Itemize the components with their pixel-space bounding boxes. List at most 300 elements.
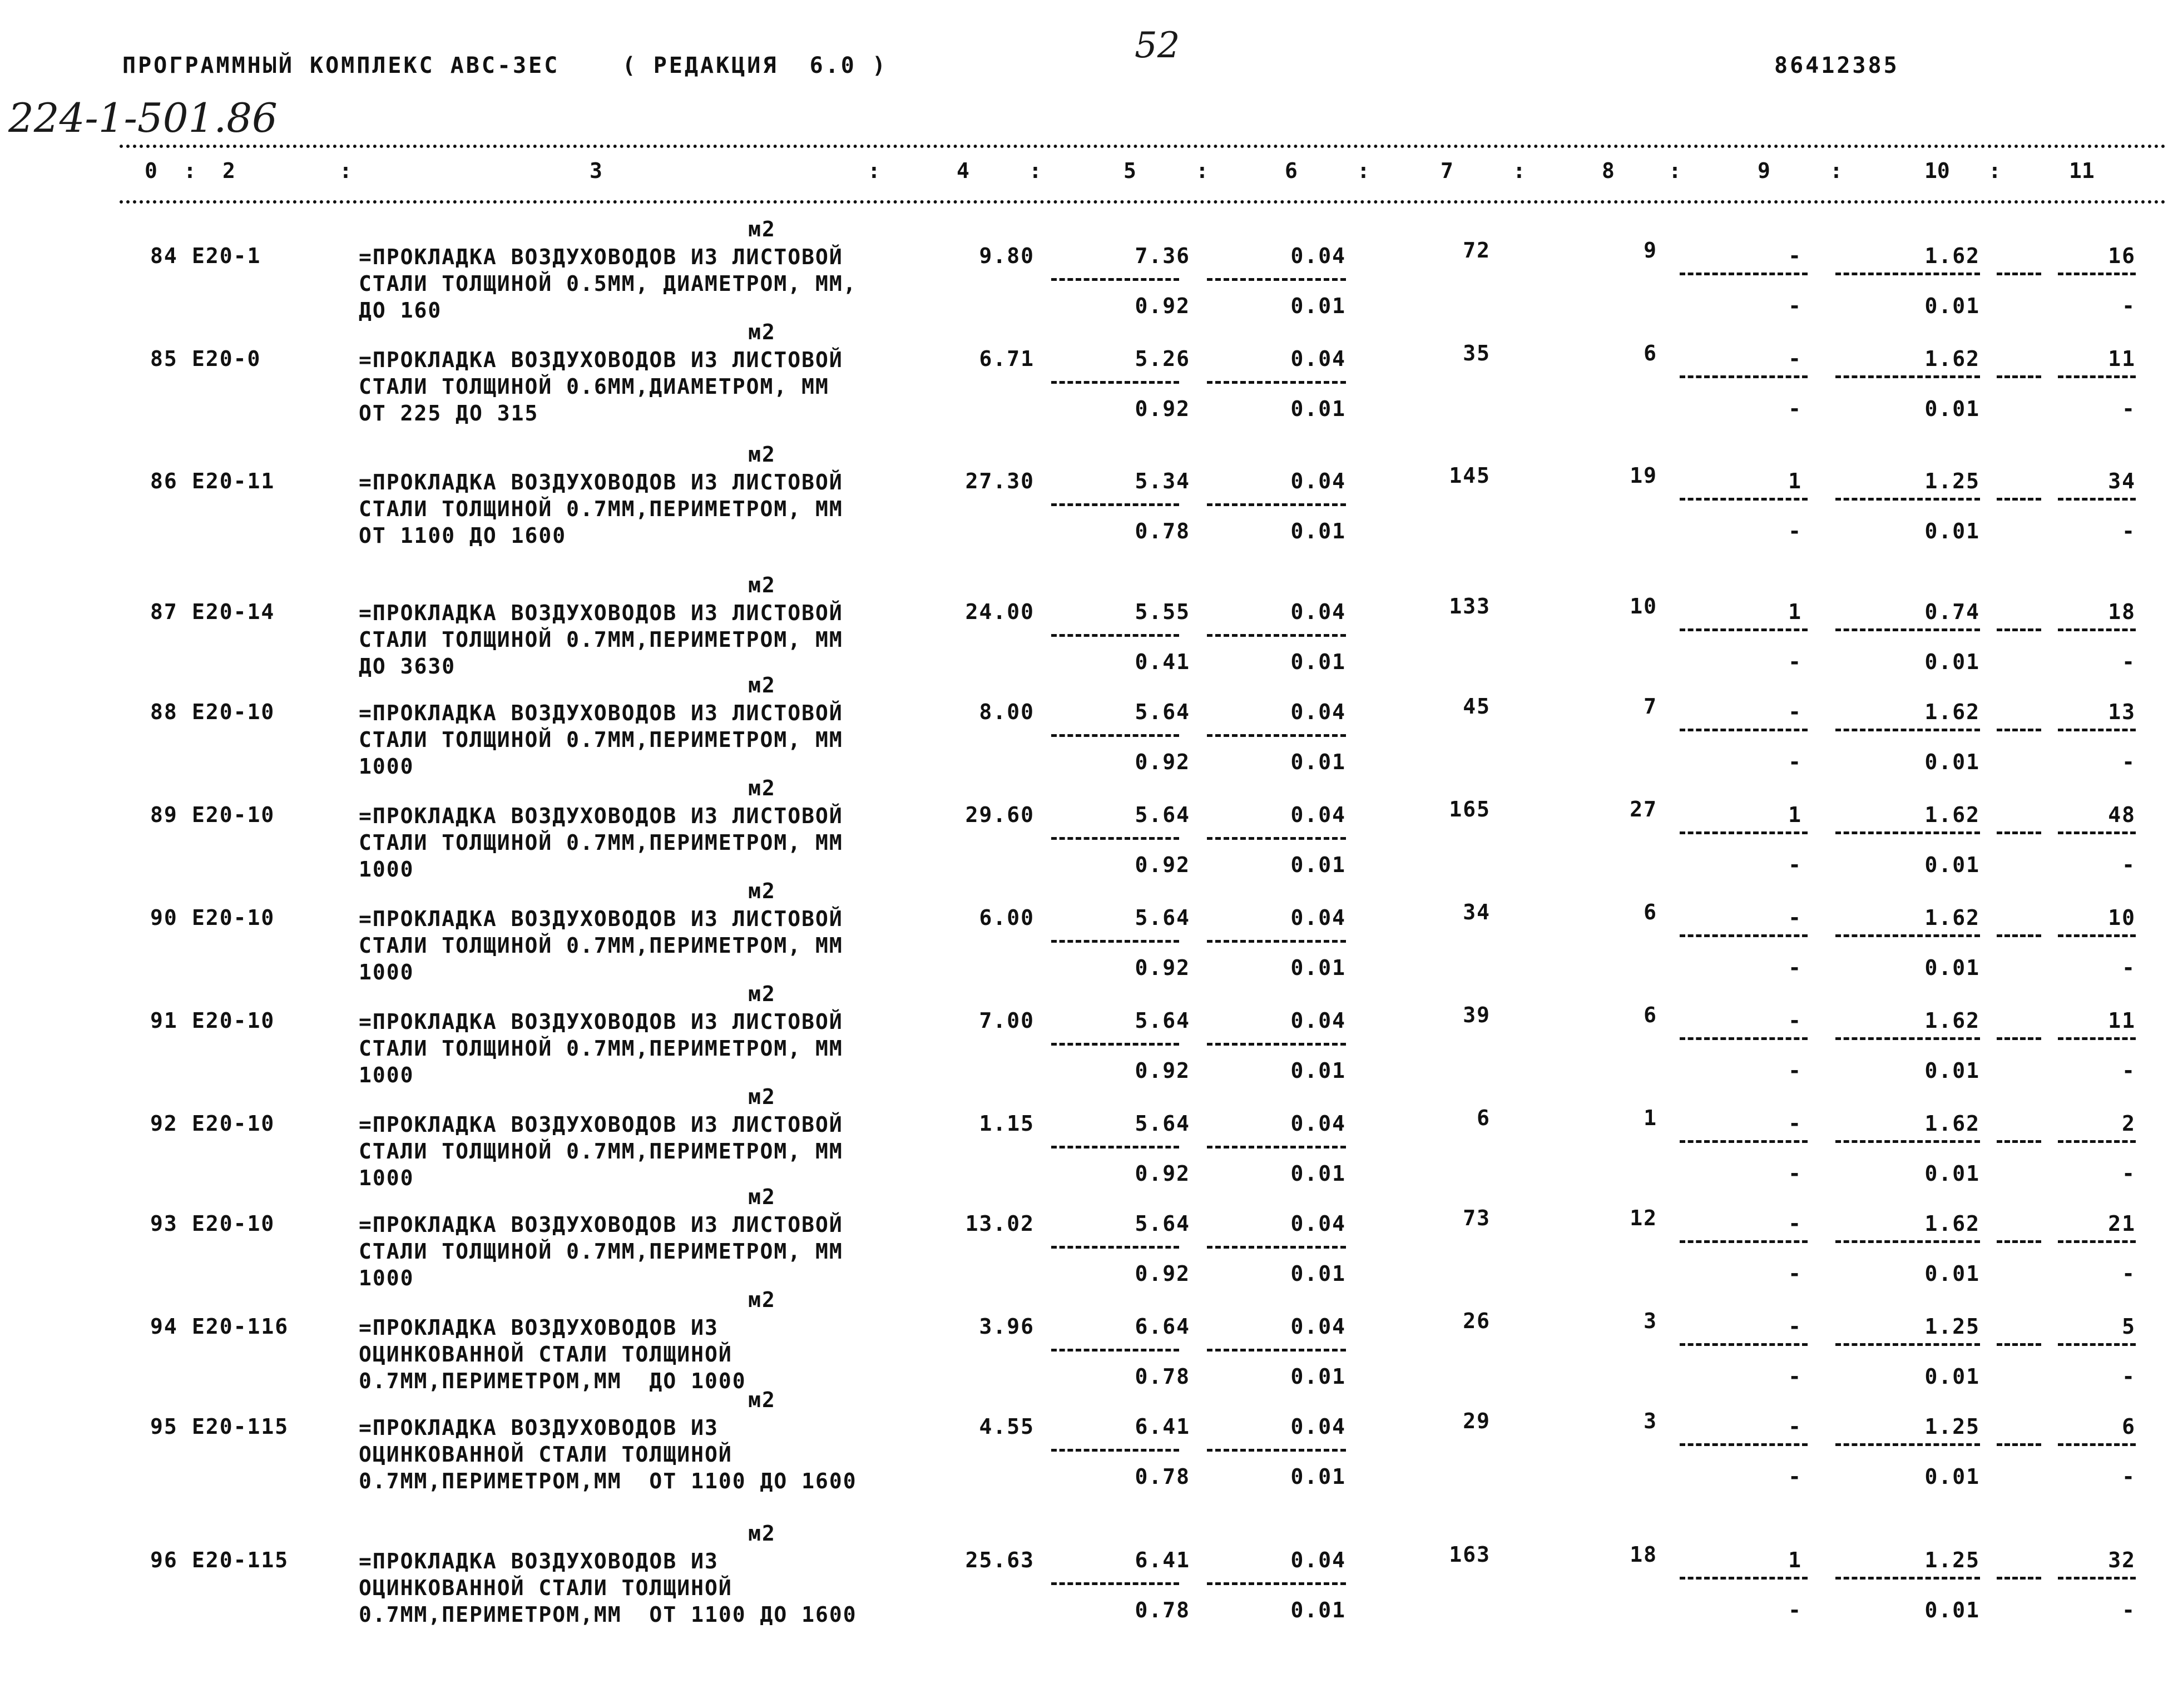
row-number: 91 bbox=[150, 1008, 178, 1033]
row-col4: 9.80 bbox=[979, 244, 1034, 268]
column-header-9: 10 bbox=[1924, 159, 1950, 183]
sub-rule bbox=[2058, 1343, 2136, 1346]
row-col6-bottom: 0.01 bbox=[1290, 1364, 1346, 1389]
row-col10-bottom: 0.01 bbox=[1924, 1161, 1980, 1186]
row-col6-top: 0.04 bbox=[1290, 803, 1346, 827]
row-description: =ПРОКЛАДКА ВОЗДУХОВОДОВ ИЗ ЛИСТОВОЙ СТАЛИ ТОЛЩИНОЙ 0.7ММ,ПЕРИМЕТРОМ, ММ ДО 3630 bbox=[359, 601, 857, 679]
row-col6-bottom: 0.01 bbox=[1290, 1058, 1346, 1083]
row-col10-top: 1.25 bbox=[1924, 469, 1980, 493]
header-top-rule bbox=[120, 145, 2166, 148]
row-col4: 27.30 bbox=[965, 469, 1034, 493]
row-col11-bottom: - bbox=[2122, 397, 2136, 421]
column-header-7: 8 bbox=[1602, 159, 1615, 183]
row-col7: 72 bbox=[1463, 238, 1491, 263]
row-col6-top: 0.04 bbox=[1290, 346, 1346, 371]
row-col8: 6 bbox=[1644, 1003, 1657, 1027]
row-col9-bottom: - bbox=[1788, 1464, 1802, 1489]
sub-rule bbox=[1051, 381, 1179, 384]
row-col9-top: - bbox=[1788, 1111, 1802, 1136]
row-unit: м2 bbox=[748, 1085, 776, 1109]
row-col9-bottom: - bbox=[1788, 1058, 1802, 1083]
row-col9-top: - bbox=[1788, 1211, 1802, 1236]
row-col7: 145 bbox=[1449, 463, 1491, 488]
program-title: ПРОГРАММНЫЙ КОМПЛЕКС АВС-3ЕС ( РЕДАКЦИЯ 6.0 ) bbox=[122, 53, 888, 78]
row-col8: 10 bbox=[1630, 594, 1657, 618]
row-description: =ПРОКЛАДКА ВОЗДУХОВОДОВ ИЗ ЛИСТОВОЙ СТАЛИ ТОЛЩИНОЙ 0.7ММ,ПЕРИМЕТРОМ, ММ 1000 bbox=[359, 804, 857, 882]
row-col10-bottom: 0.01 bbox=[1924, 1364, 1980, 1389]
sub-rule bbox=[1997, 934, 2041, 937]
row-description: =ПРОКЛАДКА ВОЗДУХОВОДОВ ИЗ ОЦИНКОВАННОЙ СТАЛИ ТОЛЩИНОЙ 0.7ММ,ПЕРИМЕТРОМ,ММ ОТ 1100 ДО 1600 bbox=[359, 1549, 857, 1627]
row-col10-bottom: 0.01 bbox=[1924, 853, 1980, 877]
column-separator: : bbox=[339, 159, 352, 183]
sub-rule bbox=[1680, 273, 1808, 275]
row-col5-top: 5.64 bbox=[1135, 1111, 1190, 1136]
row-col9-top: - bbox=[1788, 346, 1802, 371]
sub-rule bbox=[1051, 634, 1179, 637]
sub-rule bbox=[1835, 1343, 1980, 1346]
row-col6-top: 0.04 bbox=[1290, 244, 1346, 268]
row-col11-top: 6 bbox=[2122, 1414, 2136, 1439]
sub-rule bbox=[1051, 503, 1179, 506]
row-col9-top: - bbox=[1788, 1008, 1802, 1033]
sub-rule bbox=[1997, 831, 2041, 834]
row-col11-bottom: - bbox=[2122, 750, 2136, 774]
row-col4: 4.55 bbox=[979, 1414, 1034, 1439]
page-number: 52 bbox=[1135, 25, 1180, 66]
sub-rule bbox=[1997, 1240, 2041, 1243]
sub-rule bbox=[1051, 734, 1179, 737]
row-col6-bottom: 0.01 bbox=[1290, 956, 1346, 980]
row-code: Е20-115 bbox=[192, 1414, 289, 1439]
sub-rule bbox=[1997, 375, 2041, 378]
sub-rule bbox=[1207, 503, 1346, 506]
sub-rule bbox=[1207, 634, 1346, 637]
row-col8: 7 bbox=[1644, 694, 1657, 719]
row-unit: м2 bbox=[748, 573, 776, 597]
row-col7: 45 bbox=[1463, 694, 1491, 719]
row-col6-top: 0.04 bbox=[1290, 1414, 1346, 1439]
row-col6-bottom: 0.01 bbox=[1290, 1161, 1346, 1186]
row-code: Е20-1 bbox=[192, 244, 261, 268]
row-col8: 3 bbox=[1644, 1409, 1657, 1433]
row-col10-top: 1.62 bbox=[1924, 346, 1980, 371]
row-col8: 27 bbox=[1630, 797, 1657, 821]
sub-rule bbox=[1835, 1577, 1980, 1580]
row-col11-top: 34 bbox=[2108, 469, 2136, 493]
sub-rule bbox=[1997, 1443, 2041, 1446]
row-col4: 8.00 bbox=[979, 700, 1034, 724]
row-col4: 1.15 bbox=[979, 1111, 1034, 1136]
row-col9-top: - bbox=[1788, 1314, 1802, 1339]
row-unit: м2 bbox=[748, 879, 776, 903]
row-col8: 9 bbox=[1644, 238, 1657, 263]
sub-rule bbox=[1051, 1043, 1179, 1046]
row-col10-bottom: 0.01 bbox=[1924, 1464, 1980, 1489]
row-col9-top: - bbox=[1788, 905, 1802, 930]
row-col4: 6.71 bbox=[979, 346, 1034, 371]
sub-rule bbox=[2058, 1577, 2136, 1580]
sub-rule bbox=[1207, 1146, 1346, 1148]
row-col8: 12 bbox=[1630, 1206, 1657, 1230]
column-header-10: 11 bbox=[2069, 159, 2095, 183]
row-col9-top: 1 bbox=[1788, 600, 1802, 624]
row-col6-top: 0.04 bbox=[1290, 1211, 1346, 1236]
row-col11-top: 2 bbox=[2122, 1111, 2136, 1136]
row-col10-bottom: 0.01 bbox=[1924, 1058, 1980, 1083]
row-col5-bottom: 0.78 bbox=[1135, 1598, 1190, 1622]
row-col4: 6.00 bbox=[979, 905, 1034, 930]
row-col7: 73 bbox=[1463, 1206, 1491, 1230]
doc-code: 86412385 bbox=[1774, 53, 1899, 78]
sub-rule bbox=[1051, 1582, 1179, 1585]
row-col5-bottom: 0.92 bbox=[1135, 1058, 1190, 1083]
row-description: =ПРОКЛАДКА ВОЗДУХОВОДОВ ИЗ ОЦИНКОВАННОЙ СТАЛИ ТОЛЩИНОЙ 0.7ММ,ПЕРИМЕТРОМ,ММ ДО 1000 bbox=[359, 1315, 746, 1393]
row-col7: 26 bbox=[1463, 1309, 1491, 1333]
sub-rule bbox=[1207, 1582, 1346, 1585]
row-number: 95 bbox=[150, 1414, 178, 1439]
row-col11-bottom: - bbox=[2122, 1161, 2136, 1186]
row-col11-top: 11 bbox=[2108, 1008, 2136, 1033]
sub-rule bbox=[1835, 628, 1980, 631]
sub-rule bbox=[1997, 1343, 2041, 1346]
row-col4: 24.00 bbox=[965, 600, 1034, 624]
row-col6-bottom: 0.01 bbox=[1290, 650, 1346, 674]
row-col11-top: 13 bbox=[2108, 700, 2136, 724]
row-col6-bottom: 0.01 bbox=[1290, 1261, 1346, 1286]
row-col5-bottom: 0.92 bbox=[1135, 397, 1190, 421]
row-col7: 29 bbox=[1463, 1409, 1491, 1433]
row-col6-bottom: 0.01 bbox=[1290, 397, 1346, 421]
row-col6-bottom: 0.01 bbox=[1290, 519, 1346, 543]
row-col5-top: 5.34 bbox=[1135, 469, 1190, 493]
sub-rule bbox=[1835, 934, 1980, 937]
row-col5-top: 6.41 bbox=[1135, 1548, 1190, 1572]
row-number: 86 bbox=[150, 469, 178, 493]
row-number: 96 bbox=[150, 1548, 178, 1572]
sub-rule bbox=[1997, 273, 2041, 275]
column-header-6: 7 bbox=[1441, 159, 1453, 183]
header-bottom-rule bbox=[120, 200, 2166, 204]
sub-rule bbox=[1207, 837, 1346, 840]
sub-rule bbox=[1207, 1449, 1346, 1452]
row-col9-bottom: - bbox=[1788, 397, 1802, 421]
row-col10-top: 0.74 bbox=[1924, 600, 1980, 624]
sub-rule bbox=[1207, 734, 1346, 737]
row-col5-bottom: 0.41 bbox=[1135, 650, 1190, 674]
row-code: Е20-10 bbox=[192, 1008, 275, 1033]
sub-rule bbox=[1997, 729, 2041, 731]
sub-rule bbox=[1680, 1240, 1808, 1243]
sub-rule bbox=[1207, 278, 1346, 281]
row-code: Е20-10 bbox=[192, 803, 275, 827]
column-separator: : bbox=[1669, 159, 1681, 183]
sub-rule bbox=[1207, 940, 1346, 943]
row-unit: м2 bbox=[748, 673, 776, 697]
row-col7: 39 bbox=[1463, 1003, 1491, 1027]
sub-rule bbox=[1997, 628, 2041, 631]
column-separator: : bbox=[1196, 159, 1209, 183]
row-col11-bottom: - bbox=[2122, 1261, 2136, 1286]
row-col4: 13.02 bbox=[965, 1211, 1034, 1236]
row-col9-top: - bbox=[1788, 1414, 1802, 1439]
sub-rule bbox=[1207, 381, 1346, 384]
sub-rule bbox=[1680, 498, 1808, 501]
row-col11-top: 18 bbox=[2108, 600, 2136, 624]
sub-rule bbox=[1207, 1246, 1346, 1249]
row-unit: м2 bbox=[748, 320, 776, 344]
row-col9-bottom: - bbox=[1788, 956, 1802, 980]
column-separator: : bbox=[868, 159, 880, 183]
row-col6-bottom: 0.01 bbox=[1290, 853, 1346, 877]
sub-rule bbox=[1051, 1349, 1179, 1351]
row-col8: 18 bbox=[1630, 1542, 1657, 1567]
row-col11-top: 21 bbox=[2108, 1211, 2136, 1236]
row-col6-bottom: 0.01 bbox=[1290, 1598, 1346, 1622]
sub-rule bbox=[1835, 375, 1980, 378]
row-col11-top: 32 bbox=[2108, 1548, 2136, 1572]
sub-rule bbox=[1997, 1140, 2041, 1143]
row-col7: 34 bbox=[1463, 900, 1491, 924]
sub-rule bbox=[1680, 1443, 1808, 1446]
sub-rule bbox=[1835, 1037, 1980, 1040]
row-col5-bottom: 0.78 bbox=[1135, 1464, 1190, 1489]
row-col5-bottom: 0.92 bbox=[1135, 1261, 1190, 1286]
sub-rule bbox=[2058, 831, 2136, 834]
row-col10-bottom: 0.01 bbox=[1924, 1261, 1980, 1286]
row-unit: м2 bbox=[748, 442, 776, 467]
row-description: =ПРОКЛАДКА ВОЗДУХОВОДОВ ИЗ ЛИСТОВОЙ СТАЛИ ТОЛЩИНОЙ 0.7ММ,ПЕРИМЕТРОМ, ММ 1000 bbox=[359, 1009, 857, 1087]
row-code: Е20-11 bbox=[192, 469, 275, 493]
row-col4: 3.96 bbox=[979, 1314, 1034, 1339]
row-code: Е20-0 bbox=[192, 346, 261, 371]
row-number: 87 bbox=[150, 600, 178, 624]
row-col5-bottom: 0.78 bbox=[1135, 1364, 1190, 1389]
row-col11-bottom: - bbox=[2122, 294, 2136, 318]
row-col4: 25.63 bbox=[965, 1548, 1034, 1572]
row-col6-bottom: 0.01 bbox=[1290, 294, 1346, 318]
row-col10-top: 1.62 bbox=[1924, 803, 1980, 827]
row-col11-top: 10 bbox=[2108, 905, 2136, 930]
sub-rule bbox=[1051, 940, 1179, 943]
row-col9-bottom: - bbox=[1788, 1364, 1802, 1389]
column-separator: : bbox=[184, 159, 196, 183]
sub-rule bbox=[1997, 1577, 2041, 1580]
row-number: 93 bbox=[150, 1211, 178, 1236]
row-col10-bottom: 0.01 bbox=[1924, 750, 1980, 774]
sub-rule bbox=[1051, 837, 1179, 840]
row-code: Е20-115 bbox=[192, 1548, 289, 1572]
row-col8: 1 bbox=[1644, 1106, 1657, 1130]
row-col9-top: - bbox=[1788, 700, 1802, 724]
row-unit: м2 bbox=[748, 1388, 776, 1412]
column-header-1: 2 bbox=[222, 159, 235, 183]
row-col10-top: 1.62 bbox=[1924, 1111, 1980, 1136]
row-code: Е20-14 bbox=[192, 600, 275, 624]
row-col9-bottom: - bbox=[1788, 750, 1802, 774]
row-col10-bottom: 0.01 bbox=[1924, 1598, 1980, 1622]
row-col6-bottom: 0.01 bbox=[1290, 1464, 1346, 1489]
sub-rule bbox=[1051, 278, 1179, 281]
row-col7: 6 bbox=[1477, 1106, 1491, 1130]
sub-rule bbox=[1207, 1349, 1346, 1351]
column-header-5: 6 bbox=[1285, 159, 1298, 183]
row-col4: 29.60 bbox=[965, 803, 1034, 827]
row-col9-top: 1 bbox=[1788, 1548, 1802, 1572]
row-number: 85 bbox=[150, 346, 178, 371]
column-header-0: 0 bbox=[145, 159, 157, 183]
row-col6-top: 0.04 bbox=[1290, 905, 1346, 930]
column-separator: : bbox=[1988, 159, 2001, 183]
row-col9-bottom: - bbox=[1788, 519, 1802, 543]
row-number: 90 bbox=[150, 905, 178, 930]
row-col10-top: 1.62 bbox=[1924, 1211, 1980, 1236]
row-description: =ПРОКЛАДКА ВОЗДУХОВОДОВ ИЗ ЛИСТОВОЙ СТАЛИ ТОЛЩИНОЙ 0.7ММ,ПЕРИМЕТРОМ, ММ 1000 bbox=[359, 1212, 857, 1290]
row-col11-bottom: - bbox=[2122, 650, 2136, 674]
sub-rule bbox=[1835, 1140, 1980, 1143]
sub-rule bbox=[1680, 1577, 1808, 1580]
row-col5-top: 6.64 bbox=[1135, 1314, 1190, 1339]
row-col10-top: 1.62 bbox=[1924, 244, 1980, 268]
row-col8: 3 bbox=[1644, 1309, 1657, 1333]
row-col9-top: 1 bbox=[1788, 803, 1802, 827]
sub-rule bbox=[1997, 1037, 2041, 1040]
row-col11-top: 48 bbox=[2108, 803, 2136, 827]
sub-rule bbox=[1835, 831, 1980, 834]
row-col9-bottom: - bbox=[1788, 294, 1802, 318]
handwritten-code: 224-1-501.86 bbox=[8, 95, 278, 141]
row-col10-top: 1.25 bbox=[1924, 1414, 1980, 1439]
row-col8: 6 bbox=[1644, 341, 1657, 365]
row-unit: м2 bbox=[748, 1288, 776, 1312]
column-header-8: 9 bbox=[1758, 159, 1770, 183]
row-code: Е20-10 bbox=[192, 1111, 275, 1136]
sub-rule bbox=[2058, 1443, 2136, 1446]
row-col9-bottom: - bbox=[1788, 853, 1802, 877]
row-col5-bottom: 0.92 bbox=[1135, 956, 1190, 980]
row-col6-top: 0.04 bbox=[1290, 1314, 1346, 1339]
sub-rule bbox=[1680, 729, 1808, 731]
row-col6-top: 0.04 bbox=[1290, 700, 1346, 724]
row-col5-top: 5.64 bbox=[1135, 905, 1190, 930]
sub-rule bbox=[2058, 1037, 2136, 1040]
sub-rule bbox=[2058, 375, 2136, 378]
row-col5-bottom: 0.78 bbox=[1135, 519, 1190, 543]
row-col6-top: 0.04 bbox=[1290, 600, 1346, 624]
row-col11-top: 16 bbox=[2108, 244, 2136, 268]
row-number: 89 bbox=[150, 803, 178, 827]
row-col5-top: 5.64 bbox=[1135, 803, 1190, 827]
row-col11-bottom: - bbox=[2122, 1598, 2136, 1622]
row-col9-bottom: - bbox=[1788, 650, 1802, 674]
column-separator: : bbox=[1830, 159, 1843, 183]
row-unit: м2 bbox=[748, 1185, 776, 1209]
row-col11-bottom: - bbox=[2122, 519, 2136, 543]
row-col5-top: 5.64 bbox=[1135, 1008, 1190, 1033]
sub-rule bbox=[2058, 934, 2136, 937]
row-code: Е20-10 bbox=[192, 905, 275, 930]
row-description: =ПРОКЛАДКА ВОЗДУХОВОДОВ ИЗ ЛИСТОВОЙ СТАЛИ ТОЛЩИНОЙ 0.7ММ,ПЕРИМЕТРОМ, ММ 1000 bbox=[359, 907, 857, 984]
row-col9-top: - bbox=[1788, 244, 1802, 268]
sub-rule bbox=[1051, 1449, 1179, 1452]
row-description: =ПРОКЛАДКА ВОЗДУХОВОДОВ ИЗ ЛИСТОВОЙ СТАЛИ ТОЛЩИНОЙ 0.7ММ,ПЕРИМЕТРОМ, ММ 1000 bbox=[359, 1112, 857, 1190]
row-number: 92 bbox=[150, 1111, 178, 1136]
row-col10-bottom: 0.01 bbox=[1924, 956, 1980, 980]
row-code: Е20-10 bbox=[192, 700, 275, 724]
sub-rule bbox=[1680, 1037, 1808, 1040]
row-col9-bottom: - bbox=[1788, 1261, 1802, 1286]
row-col10-top: 1.62 bbox=[1924, 1008, 1980, 1033]
sub-rule bbox=[2058, 1240, 2136, 1243]
row-col5-top: 5.64 bbox=[1135, 700, 1190, 724]
row-col4: 7.00 bbox=[979, 1008, 1034, 1033]
row-col5-top: 5.26 bbox=[1135, 346, 1190, 371]
row-col10-bottom: 0.01 bbox=[1924, 397, 1980, 421]
row-description: =ПРОКЛАДКА ВОЗДУХОВОДОВ ИЗ ОЦИНКОВАННОЙ СТАЛИ ТОЛЩИНОЙ 0.7ММ,ПЕРИМЕТРОМ,ММ ОТ 1100 ДО 1600 bbox=[359, 1415, 857, 1493]
row-col5-bottom: 0.92 bbox=[1135, 294, 1190, 318]
row-col11-top: 5 bbox=[2122, 1314, 2136, 1339]
row-number: 88 bbox=[150, 700, 178, 724]
sub-rule bbox=[1835, 729, 1980, 731]
row-col11-bottom: - bbox=[2122, 1364, 2136, 1389]
sub-rule bbox=[1835, 1240, 1980, 1243]
column-header-2: 3 bbox=[590, 159, 602, 183]
sub-rule bbox=[1680, 1343, 1808, 1346]
sub-rule bbox=[1207, 1043, 1346, 1046]
row-col7: 163 bbox=[1449, 1542, 1491, 1567]
row-col5-top: 5.55 bbox=[1135, 600, 1190, 624]
row-col11-bottom: - bbox=[2122, 1464, 2136, 1489]
row-col10-top: 1.25 bbox=[1924, 1314, 1980, 1339]
row-col5-bottom: 0.92 bbox=[1135, 1161, 1190, 1186]
row-col6-bottom: 0.01 bbox=[1290, 750, 1346, 774]
row-col11-bottom: - bbox=[2122, 1058, 2136, 1083]
row-col10-top: 1.25 bbox=[1924, 1548, 1980, 1572]
row-col10-top: 1.62 bbox=[1924, 700, 1980, 724]
column-separator: : bbox=[1357, 159, 1370, 183]
row-col11-top: 11 bbox=[2108, 346, 2136, 371]
sub-rule bbox=[1835, 273, 1980, 275]
row-number: 94 bbox=[150, 1314, 178, 1339]
row-description: =ПРОКЛАДКА ВОЗДУХОВОДОВ ИЗ ЛИСТОВОЙ СТАЛИ ТОЛЩИНОЙ 0.7ММ,ПЕРИМЕТРОМ, ММ ОТ 1100 ДО 1600 bbox=[359, 470, 857, 548]
row-col8: 6 bbox=[1644, 900, 1657, 924]
row-unit: м2 bbox=[748, 982, 776, 1006]
row-code: Е20-116 bbox=[192, 1314, 289, 1339]
sub-rule bbox=[1835, 498, 1980, 501]
row-description: =ПРОКЛАДКА ВОЗДУХОВОДОВ ИЗ ЛИСТОВОЙ СТАЛИ ТОЛЩИНОЙ 0.6ММ,ДИАМЕТРОМ, ММ ОТ 225 ДО 315 bbox=[359, 348, 857, 425]
sub-rule bbox=[2058, 628, 2136, 631]
row-number: 84 bbox=[150, 244, 178, 268]
row-col11-bottom: - bbox=[2122, 853, 2136, 877]
sub-rule bbox=[1051, 1146, 1179, 1148]
column-header-4: 5 bbox=[1123, 159, 1136, 183]
row-col5-top: 6.41 bbox=[1135, 1414, 1190, 1439]
sub-rule bbox=[1680, 934, 1808, 937]
row-unit: м2 bbox=[748, 776, 776, 800]
row-col10-bottom: 0.01 bbox=[1924, 650, 1980, 674]
sub-rule bbox=[2058, 729, 2136, 731]
column-header-3: 4 bbox=[957, 159, 969, 183]
sub-rule bbox=[2058, 273, 2136, 275]
row-col6-top: 0.04 bbox=[1290, 1008, 1346, 1033]
sub-rule bbox=[2058, 498, 2136, 501]
row-col10-top: 1.62 bbox=[1924, 905, 1980, 930]
sub-rule bbox=[1835, 1443, 1980, 1446]
row-col9-top: 1 bbox=[1788, 469, 1802, 493]
row-col11-bottom: - bbox=[2122, 956, 2136, 980]
row-col7: 133 bbox=[1449, 594, 1491, 618]
row-col10-bottom: 0.01 bbox=[1924, 294, 1980, 318]
row-col5-bottom: 0.92 bbox=[1135, 853, 1190, 877]
